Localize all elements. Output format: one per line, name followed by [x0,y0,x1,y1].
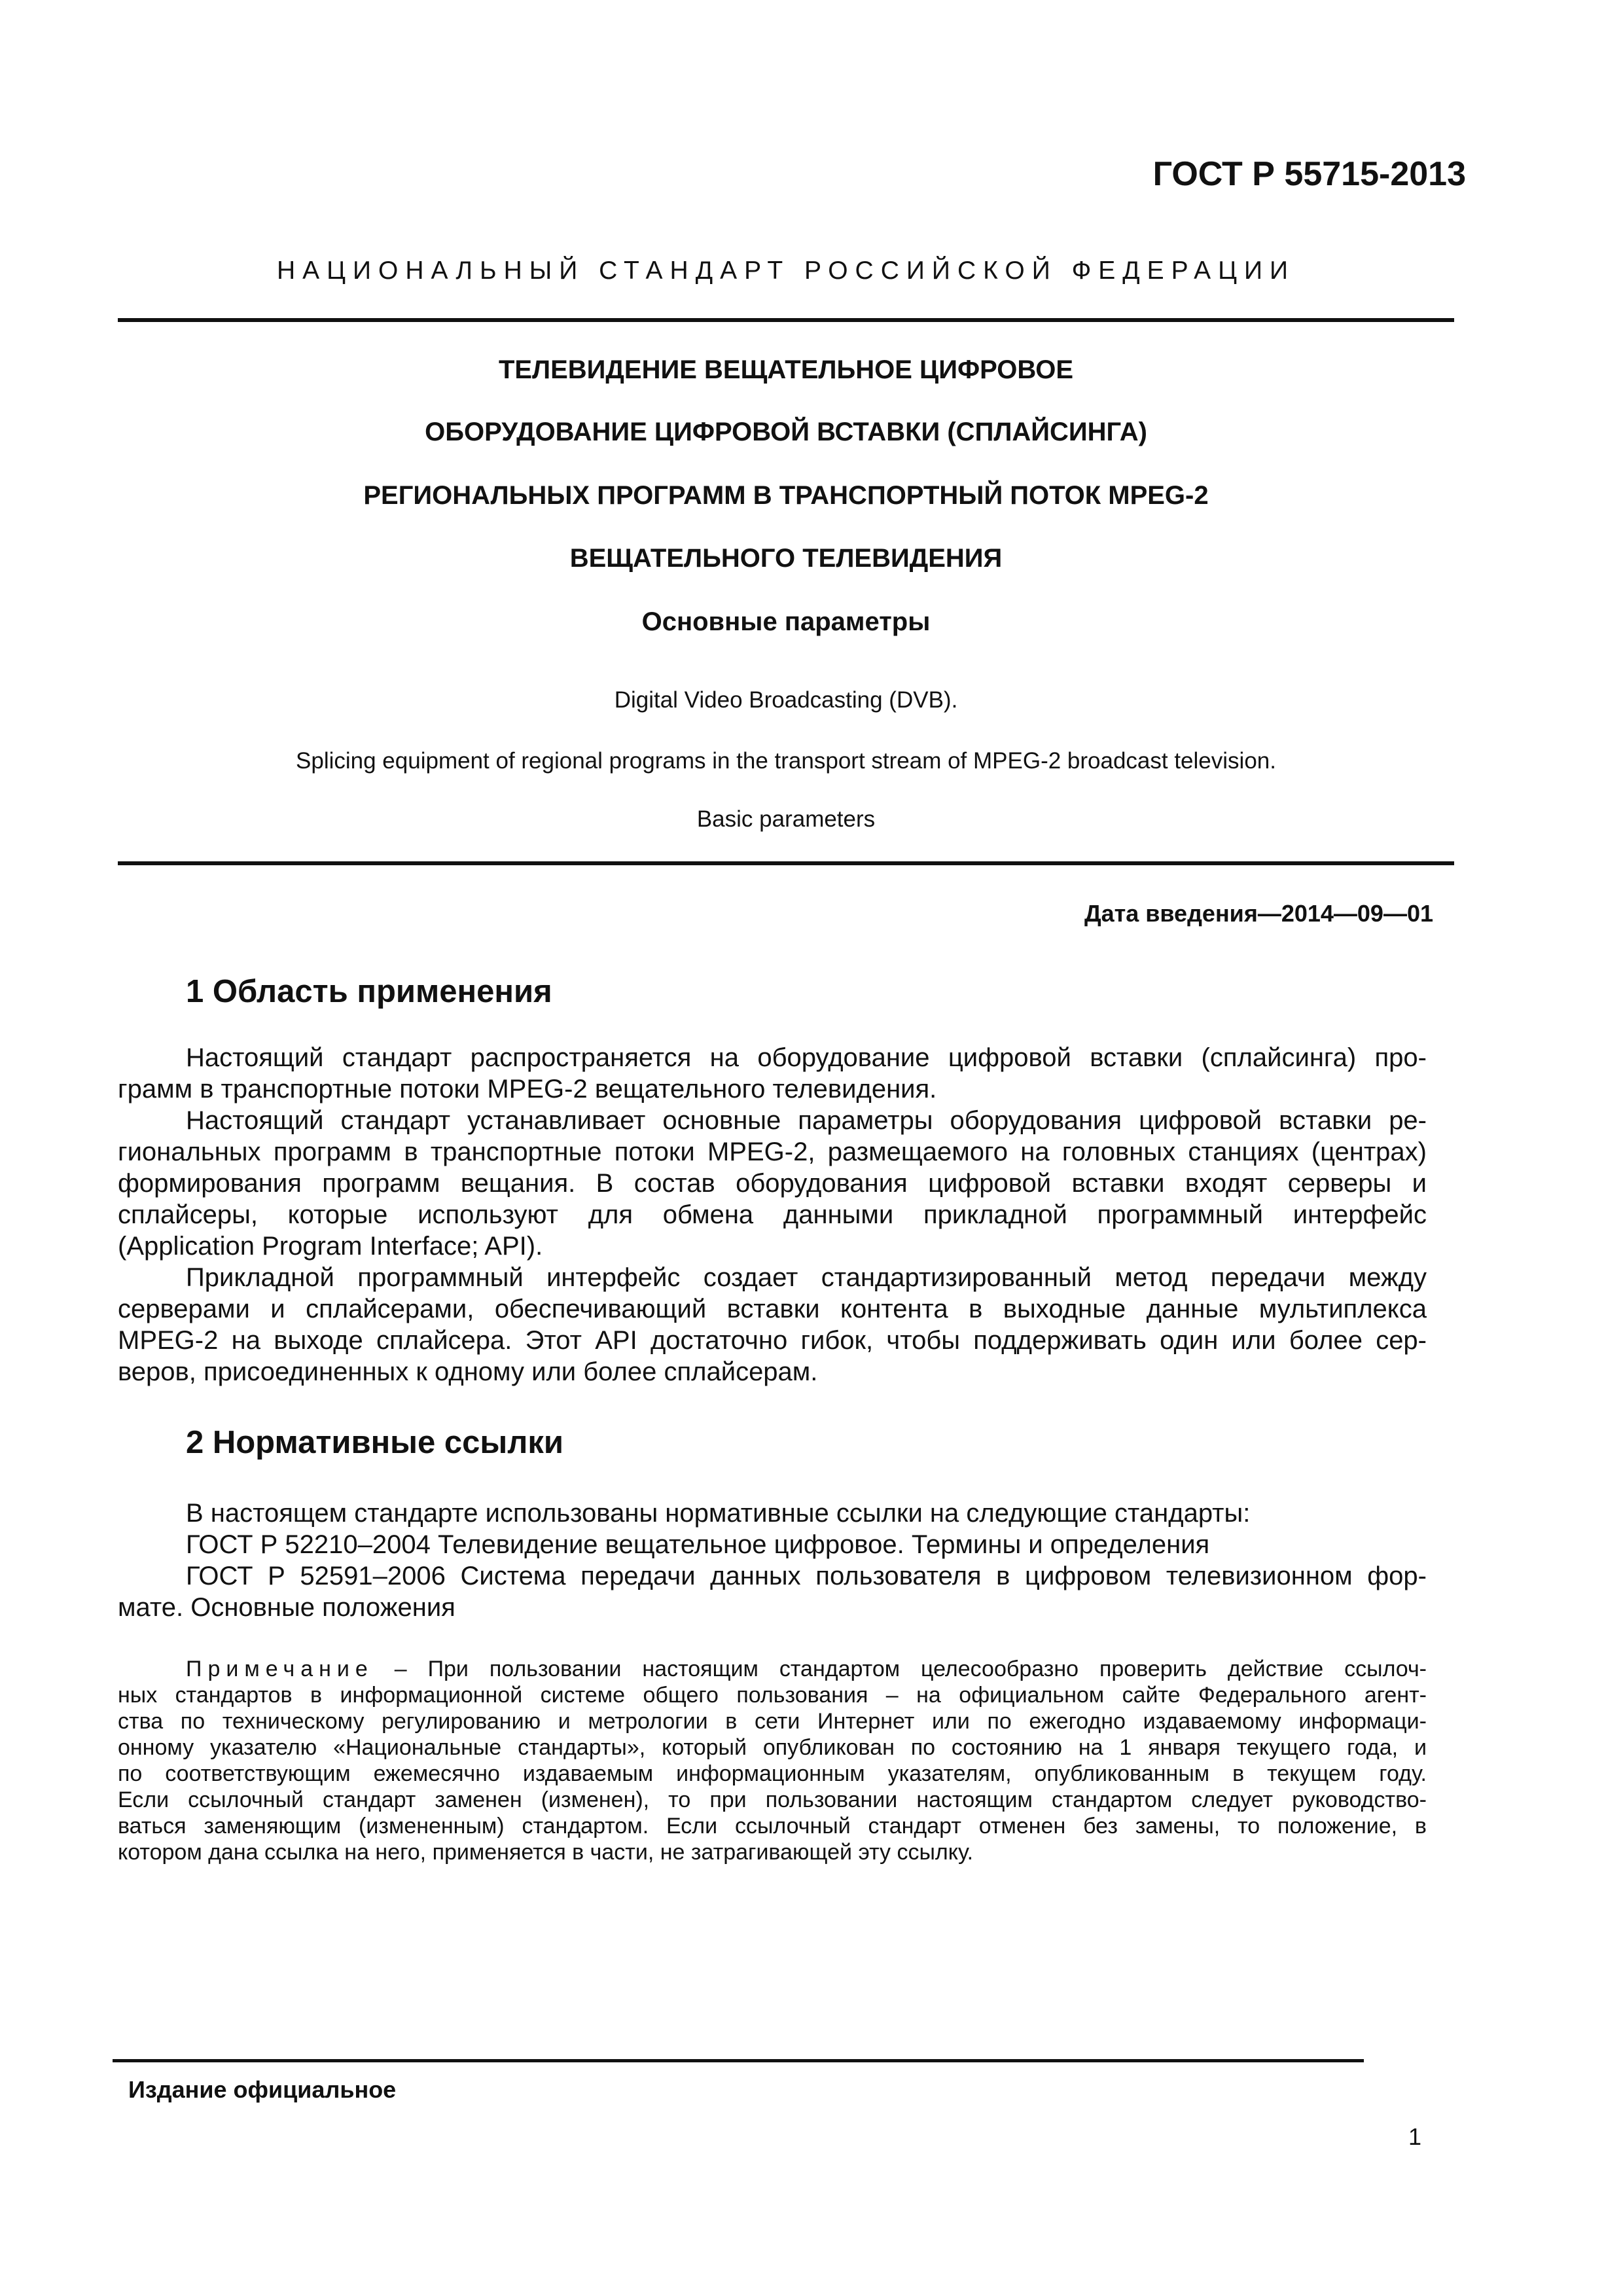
note-line: онному указателю «Национальные стандарты», который опубликован по состоянию на 1 января текущего года, и [118,1735,1427,1760]
note-label: Примечание [186,1657,374,1681]
text-line: Настоящий стандарт устанавливает основные параметры оборудования цифровой вставки ре- [186,1106,1427,1135]
title-line-2: ОБОРУДОВАНИЕ ЦИФРОВОЙ ВСТАВКИ (СПЛАЙСИНГА) [425,418,1147,446]
text-line: Настоящий стандарт распространяется на оборудование цифровой вставки (сплайсинга) про- [186,1043,1427,1072]
note-line: котором дана ссылка на него, применяется в части, не затрагивающей эту ссылку. [118,1840,974,1865]
note-line: ных стандартов в информационной системе общего пользования – на официальном сайте Федерального агент- [118,1683,1427,1708]
note-line: по соответствующим ежемесячно издаваемым информационным указателям, опубликованным в текущем году. [118,1761,1427,1786]
title-line-1: ТЕЛЕВИДЕНИЕ ВЕЩАТЕЛЬНОЕ ЦИФРОВОЕ [498,355,1074,384]
reference-line: ГОСТ Р 52210–2004 Телевидение вещательное цифровое. Термины и определения [186,1530,1210,1559]
text-line: В настоящем стандарте использованы нормативные ссылки на следующие стандарты: [186,1499,1251,1528]
text-line: Прикладной программный интерфейс создает стандартизированный метод передачи между [186,1263,1427,1292]
text-line: MPEG-2 на выходе сплайсера. Этот API достаточно гибок, чтобы поддерживать один или более сер- [118,1326,1427,1355]
introduction-date: Дата введения—2014—09—01 [1084,900,1433,927]
section-1-heading: 1 Область применения [186,974,552,1009]
note-block [118,1656,1427,1865]
title-line-3: РЕГИОНАЛЬНЫХ ПРОГРАММ В ТРАНСПОРТНЫЙ ПОТОК MPEG-2 [363,481,1209,510]
text-line: грамм в транспортные потоки MPEG-2 вещательного телевидения. [118,1075,937,1103]
title-divider [118,861,1454,865]
gost-code: ГОСТ Р 55715-2013 [1152,155,1466,193]
note-first-line-text: – При пользовании настоящим стандартом целесообразно проверить действие ссылоч- [394,1657,1427,1681]
reference-line: мате. Основные положения [118,1593,455,1622]
text-line: (Application Program Interface; API). [118,1232,543,1261]
national-standard-caption: НАЦИОНАЛЬНЫЙ СТАНДАРТ РОССИЙСКОЙ ФЕДЕРАЦИИ [276,257,1296,285]
section-2-body [118,1498,1427,1623]
edition-label: Издание официальное [128,2076,397,2103]
text-line: гиональных программ в транспортные потоки MPEG-2, размещаемого на головных станциях (центрах) [118,1138,1427,1166]
note-line: ваться заменяющим (измененным) стандартом. Если ссылочный стандарт отменен без замены, то положение, в [118,1814,1427,1839]
english-title-line-3: Basic parameters [696,806,876,832]
english-title-line-1: Digital Video Broadcasting (DVB). [614,687,958,713]
document-subtitle: Основные параметры [641,607,931,636]
top-divider [118,318,1454,322]
note-first-line [118,1656,1427,1682]
text-line: серверами и сплайсерами, обеспечивающий вставки контента в выходные данные мультиплекса [118,1295,1427,1323]
title-line-4: ВЕЩАТЕЛЬНОГО ТЕЛЕВИДЕНИЯ [569,544,1003,573]
note-line: ства по техническому регулированию и метрологии в сети Интернет или по ежегодно издаваемому информаци- [118,1709,1427,1734]
section-1-body [118,1042,1427,1388]
note-line: Если ссылочный стандарт заменен (изменен), то при пользовании настоящим стандартом следует руководство- [118,1787,1427,1812]
footer-divider [113,2059,1364,2062]
english-title-line-2: Splicing equipment of regional programs in the transport stream of MPEG-2 broadcast television. [296,748,1276,774]
reference-line: ГОСТ Р 52591–2006 Система передачи данных пользователя в цифровом телевизионном фор- [186,1562,1427,1590]
section-2-heading: 2 Нормативные ссылки [186,1425,563,1460]
text-line: формирования программ вещания. В состав оборудования цифровой вставки входят серверы и [118,1169,1427,1198]
text-line: сплайсеры, которые используют для обмена данными прикладной программный интерфейс [118,1200,1427,1229]
text-line: веров, присоединенных к одному или более сплайсерам. [118,1357,818,1386]
page-number: 1 [1408,2123,1422,2150]
